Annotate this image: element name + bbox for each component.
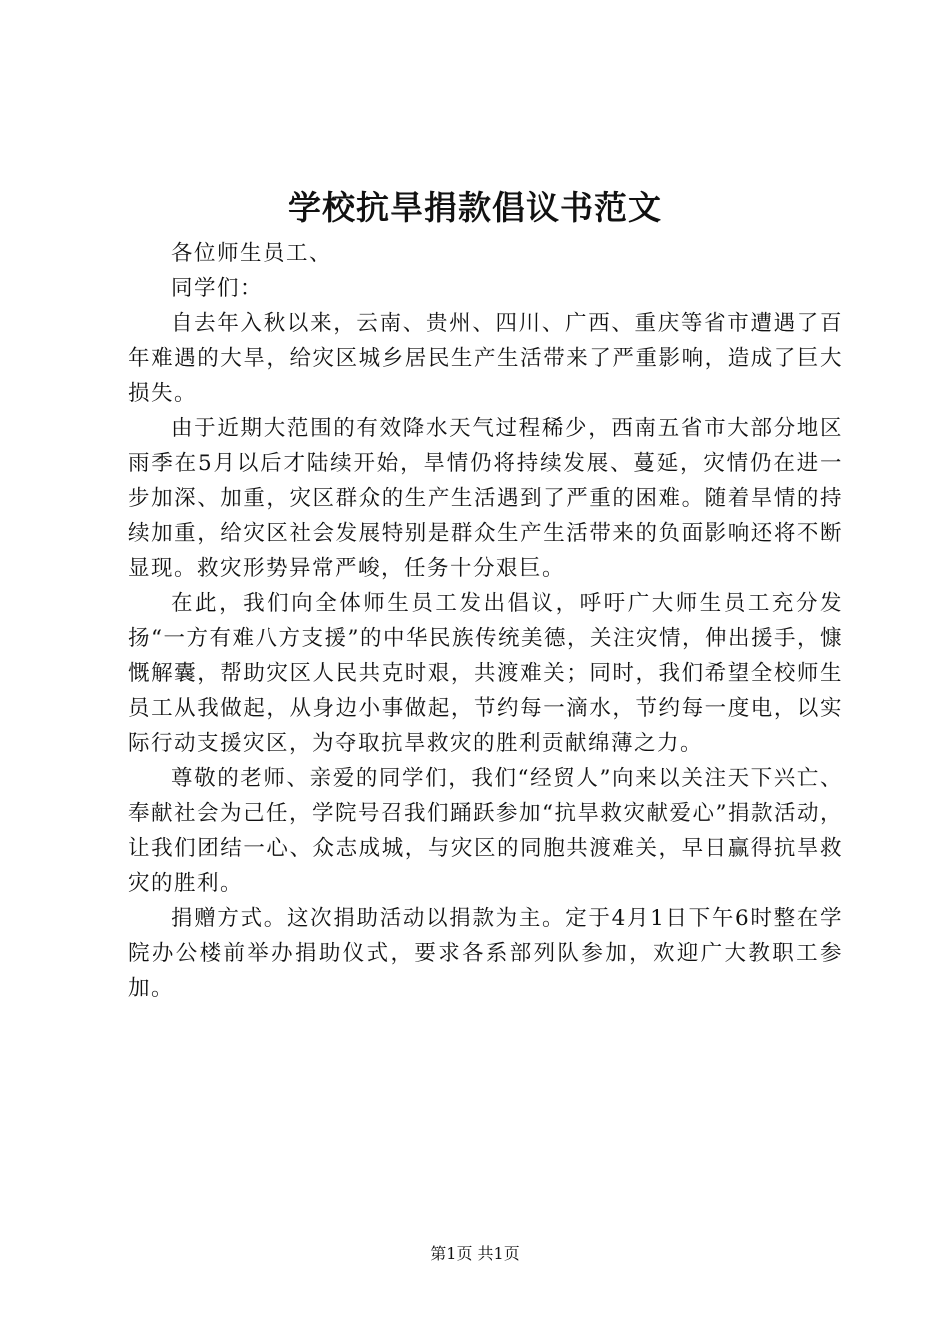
paragraph-1: 自去年入秋以来，云南、贵州、四川、广西、重庆等省市遭遇了百年难遇的大旱，给灾区城乡居民生产生活带来了严重影响，造成了巨大损失。 bbox=[128, 311, 843, 406]
page-footer: 第1页 共1页 bbox=[430, 1244, 520, 1263]
salutation-line-1: 各位师生员工、 bbox=[171, 241, 333, 266]
document-title: 学校抗旱捐款倡议书范文 bbox=[288, 188, 662, 227]
salutation-line-2: 同学们： bbox=[171, 276, 264, 301]
paragraph-4: 尊敬的老师、亲爱的同学们，我们“经贸人”向来以关注天下兴亡、奉献社会为己任，学院号召我们踊跃参加“抗旱救灾献爱心”捐款活动，让我们团结一心、众志成城，与灾区的同胞共渡难关，早日赢得抗旱救灾的胜利。 bbox=[128, 766, 843, 896]
paragraph-3: 在此，我们向全体师生员工发出倡议，呼吁广大师生员工充分发扬“一方有难八方支援”的中华民族传统美德，关注灾情，伸出援手，慷慨解囊，帮助灾区人民共克时艰，共渡难关；同时，我们希望全校师生员工从我做起，从身边小事做起，节约每一滴水，节约每一度电，以实际行动支援灾区，为夺取抗旱救灾的胜利贡献绵薄之力。 bbox=[128, 591, 843, 756]
paragraph-5: 捐赠方式。这次捐助活动以捐款为主。定于4月1日下午6时整在学院办公楼前举办捐助仪式，要求各系部列队参加，欢迎广大教职工参加。 bbox=[128, 906, 843, 1001]
paragraph-2: 由于近期大范围的有效降水天气过程稀少，西南五省市大部分地区雨季在5月以后才陆续开始，旱情仍将持续发展、蔓延，灾情仍在进一步加深、加重，灾区群众的生产生活遇到了严重的困难。随着旱情的持续加重，给灾区社会发展特别是群众生产生活带来的负面影响还将不断显现。救灾形势异常严峻，任务十分艰巨。 bbox=[128, 416, 843, 581]
document-body bbox=[128, 236, 843, 1006]
